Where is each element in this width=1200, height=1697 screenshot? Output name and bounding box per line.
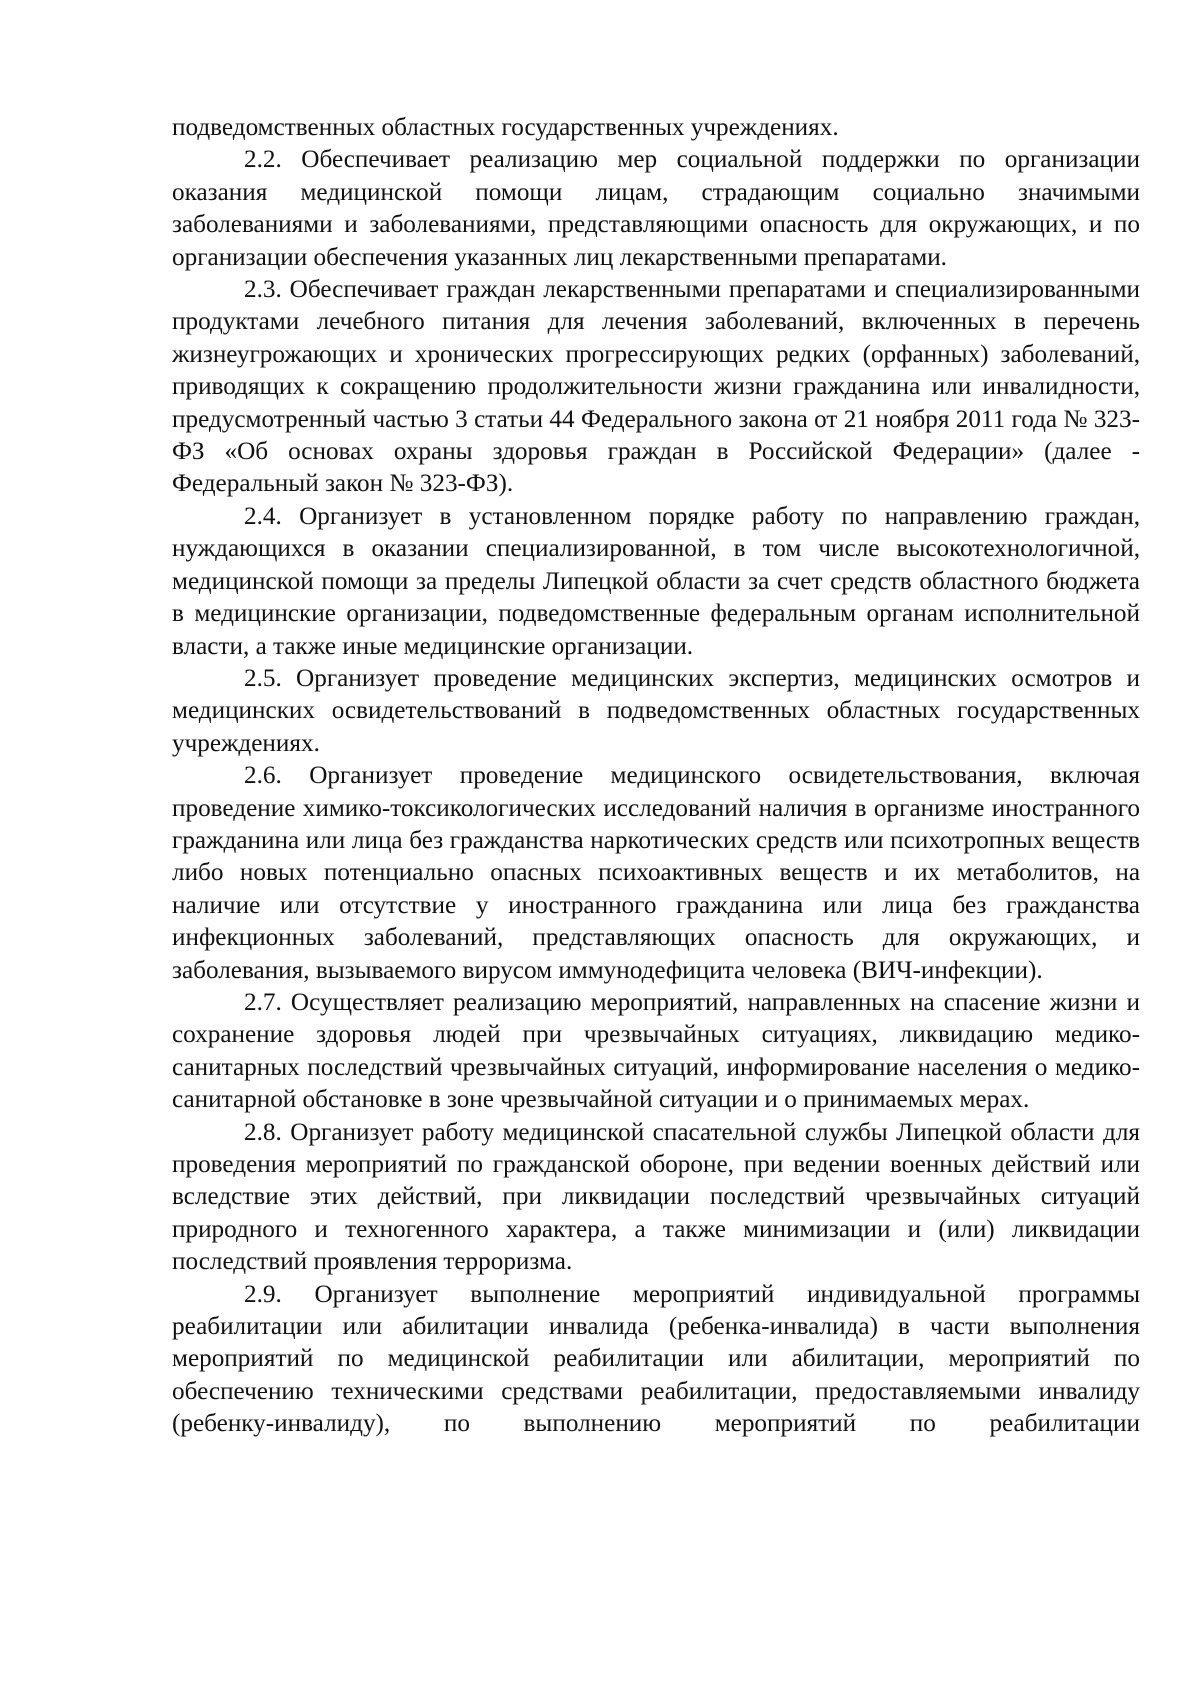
paragraph-2-5: 2.5. Организует проведение медицинских экспертиз, медицинских осмотров и медицинских освидетельствований в подведомственных областных государственных учреждениях. [172, 664, 1140, 757]
paragraph-2-6: 2.6. Организует проведение медицинского освидетельствования, включая проведение химико-токсикологических исследований наличия в организме иностранного гражданина или лица без гражданства наркотических средств или психотропных веществ либо новых потенциально опасных психоактивных веществ и их метаболитов, на наличие или отсутствие у иностранного гражданина или лица без гражданства инфекционных заболеваний, представляющих опасность для окружающих, и заболевания, вызываемого вирусом иммунодефицита человека (ВИЧ-инфекции). [172, 762, 1140, 984]
paragraph-2-8: 2.8. Организует работу медицинской спасательной службы Липецкой области для проведения мероприятий по гражданской обороне, при ведении военных действий или вследствие этих действий, при ликвидации последствий чрезвычайных ситуаций природного и техногенного характера, а также минимизации и (или) ликвидации последствий проявления терроризма. [172, 1118, 1140, 1276]
paragraph-2-3: 2.3. Обеспечивает граждан лекарственными препаратами и специализированными продуктами лечебного питания для лечения заболеваний, включенных в перечень жизнеугрожающих и хронических прогрессирующих редких (орфанных) заболеваний, приводящих к сокращению продолжительности жизни гражданина или инвалидности, предусмотренный частью 3 статьи 44 Федерального закона от 21 ноября 2011 года № 323-ФЗ «Об основах охраны здоровья граждан в Российской Федерации» (далее - Федеральный закон № 323-ФЗ). [172, 276, 1140, 498]
paragraph-2-9: 2.9. Организует выполнение мероприятий индивидуальной программы реабилитации или абилитации инвалида (ребенка-инвалида) в части выполнения мероприятий по медицинской реабилитации или абилитации, мероприятий по обеспечению техническими средствами реабилитации, предоставляемыми инвалиду (ребенку-инвалиду), по выполнению мероприятий по реабилитации [172, 1280, 1140, 1438]
document-body [172, 112, 1140, 1441]
paragraph-2-2: 2.2. Обеспечивает реализацию мер социальной поддержки по организации оказания медицинской помощи лицам, страдающим социально значимыми заболеваниями и заболеваниями, представляющими опасность для окружающих, и по организации обеспечения указанных лиц лекарственными препаратами. [172, 146, 1140, 271]
lead-line: подведомственных областных государственных учреждениях. [172, 114, 839, 141]
paragraph-2-4: 2.4. Организует в установленном порядке работу по направлению граждан, нуждающихся в оказании специализированной, в том числе высокотехнологичной, медицинской помощи за пределы Липецкой области за счет средств областного бюджета в медицинские организации, подведомственные федеральным органам исполнительной власти, а также иные медицинские организации. [172, 502, 1140, 660]
paragraph-2-7: 2.7. Осуществляет реализацию мероприятий, направленных на спасение жизни и сохранение здоровья людей при чрезвычайных ситуациях, ликвидацию медико-санитарных последствий чрезвычайных ситуаций, информирование населения о медико-санитарной обстановке в зоне чрезвычайной ситуации и о принимаемых мерах. [172, 988, 1140, 1114]
